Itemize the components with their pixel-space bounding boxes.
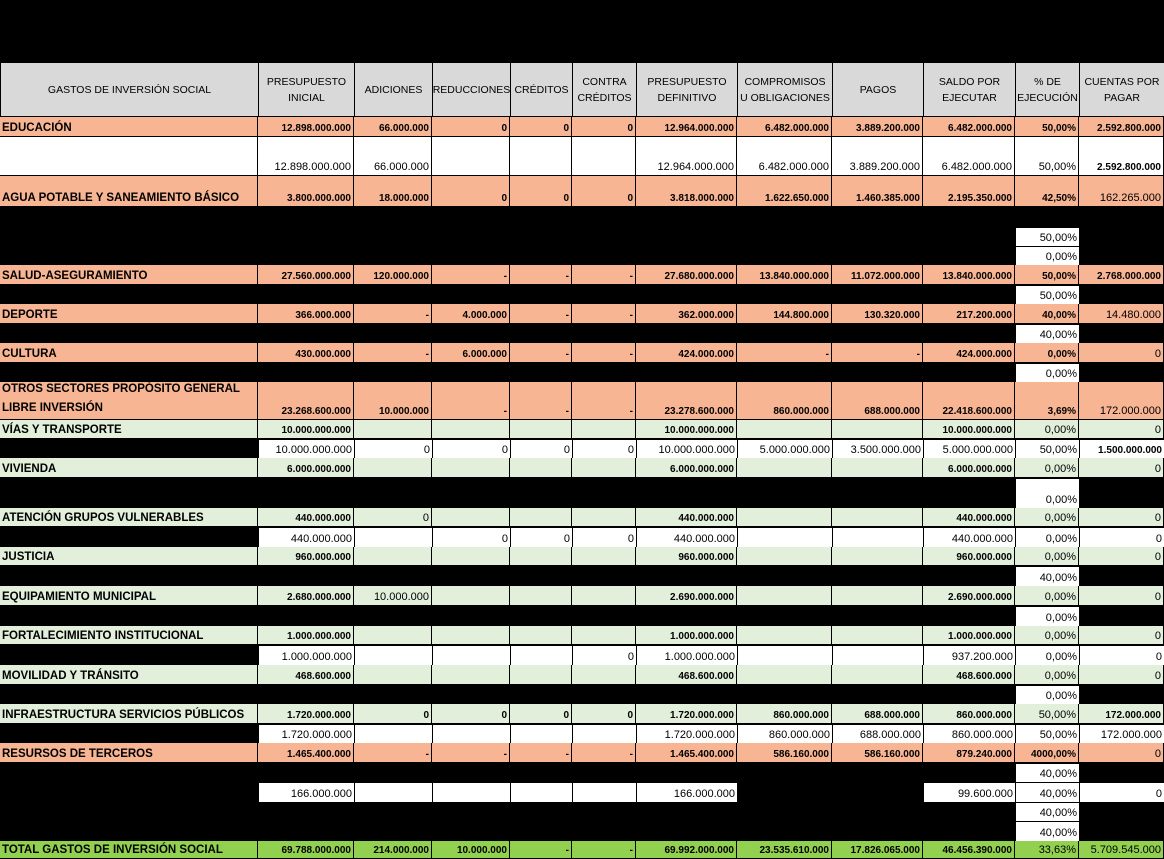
table-cell: 0 [432, 527, 511, 548]
table-cell [510, 724, 573, 744]
table-cell: 0 [510, 117, 572, 137]
table-cell: 366.000.000 [258, 304, 354, 324]
row-label: DEPORTE [0, 304, 258, 324]
table-cell: 2.680.000.000 [258, 586, 354, 606]
table-cell: 0,00% [1015, 586, 1079, 606]
table-cell: 960.000.000 [636, 547, 737, 566]
table-cell: 0 [1079, 586, 1164, 606]
table-cell: 1.000.000.000 [636, 645, 738, 666]
row-label: AGUA POTABLE Y SANEAMIENTO BÁSICO [0, 176, 258, 207]
header-initial-budget: PRESUPUESTO INICIAL [258, 62, 355, 117]
table-cell: 66.000.000 [354, 117, 432, 137]
table-cell [510, 508, 572, 527]
table-cell: 430.000.000 [258, 343, 354, 363]
table-cell [354, 626, 432, 645]
table-cell [832, 420, 923, 439]
table-cell: 40,00% [1015, 802, 1080, 822]
table-cell: - [510, 841, 572, 859]
table-cell: 69.992.000.000 [636, 841, 737, 859]
table-cell: - [510, 304, 572, 324]
table-cell [737, 527, 833, 548]
table-cell [354, 527, 433, 548]
table-cell [510, 626, 572, 645]
header-credits: CRÉDITOS [510, 62, 573, 117]
table-cell: 3,69% [1015, 382, 1079, 420]
table-cell [737, 420, 832, 439]
table-cell: 12.964.000.000 [636, 137, 737, 176]
table-cell: 6.000.000.000 [923, 458, 1015, 478]
table-cell: 440.000.000 [923, 527, 1016, 548]
table-cell: 0 [572, 117, 636, 137]
table-cell [510, 586, 572, 606]
table-cell [832, 458, 923, 478]
table-cell: 0 [510, 439, 573, 459]
table-cell: 362.000.000 [636, 304, 737, 324]
table-cell: 6.000.000.000 [636, 458, 737, 478]
table-cell [572, 665, 636, 685]
table-cell: 0,00% [1015, 645, 1080, 666]
table-cell [432, 724, 511, 744]
table-cell: - [354, 343, 432, 363]
table-cell [432, 782, 511, 803]
row-label: INFRAESTRUCTURA SERVICIOS PÚBLICOS [0, 704, 258, 724]
header-reductions: REDUCCIONES [432, 62, 511, 117]
table-cell: 0,00% [1015, 458, 1079, 478]
table-cell: 42,50% [1015, 176, 1079, 207]
table-cell: 0 [1079, 743, 1164, 763]
table-cell: 10.000.000 [354, 382, 432, 420]
table-cell: - [572, 265, 636, 285]
table-cell: 23.535.610.000 [737, 841, 832, 859]
table-cell: 688.000.000 [832, 704, 923, 724]
table-cell [737, 508, 832, 527]
table-cell [510, 665, 572, 685]
table-cell: 1.000.000.000 [258, 626, 354, 645]
table-cell: 6.000.000.000 [258, 458, 354, 478]
table-cell [572, 724, 637, 744]
table-cell: 0,00% [1015, 665, 1079, 685]
table-cell: 1.720.000.000 [258, 704, 354, 724]
table-cell: - [354, 304, 432, 324]
table-cell: 166.000.000 [636, 782, 738, 803]
table-cell [572, 782, 637, 803]
table-cell: 0 [432, 439, 511, 459]
table-cell: 217.200.000 [923, 304, 1015, 324]
table-cell [572, 458, 636, 478]
table-cell: 1.465.400.000 [636, 743, 737, 763]
table-cell [432, 626, 510, 645]
table-cell: 0 [354, 704, 432, 724]
table-cell [737, 645, 833, 666]
table-cell: - [510, 265, 572, 285]
table-cell: 40,00% [1015, 566, 1080, 587]
table-cell: 5.709.545.000 [1079, 841, 1164, 859]
table-cell: 1.000.000.000 [258, 645, 355, 666]
table-cell: 214.000.000 [354, 841, 432, 859]
table-cell: 0 [510, 527, 573, 548]
table-cell [737, 547, 832, 566]
table-cell: 2.592.800.000 [1079, 117, 1164, 137]
header-final-budget: PRESUPUESTO DEFINITIVO [636, 62, 738, 117]
table-cell: 0 [1079, 547, 1164, 566]
table-cell: 40,00% [1015, 324, 1080, 344]
table-cell [832, 626, 923, 645]
table-cell: 0 [572, 527, 637, 548]
table-cell: 0,00% [1015, 685, 1080, 705]
table-cell: 0 [432, 704, 510, 724]
table-cell: - [432, 382, 510, 420]
table-cell: 166.000.000 [258, 782, 355, 803]
table-cell: 440.000.000 [636, 508, 737, 527]
table-cell: 13.840.000.000 [737, 265, 832, 285]
table-cell: 2.592.800.000 [1079, 137, 1164, 176]
table-cell: 2.690.000.000 [923, 586, 1015, 606]
table-cell [354, 645, 433, 666]
table-cell: 586.160.000 [832, 743, 923, 763]
header-balance: SALDO POR EJECUTAR [923, 62, 1016, 117]
table-cell: 1.720.000.000 [636, 724, 738, 744]
table-cell: 50,00% [1015, 265, 1079, 285]
table-cell: 50,00% [1015, 137, 1079, 176]
table-cell: 172.000.000 [1079, 382, 1164, 420]
table-cell: 424.000.000 [923, 343, 1015, 363]
table-cell: 50,00% [1015, 439, 1080, 459]
table-cell: 22.418.600.000 [923, 382, 1015, 420]
row-label: ATENCIÓN GRUPOS VULNERABLES [0, 508, 258, 527]
table-cell: 960.000.000 [258, 547, 354, 566]
table-cell: - [510, 382, 572, 420]
row-label: MOVILIDAD Y TRÁNSITO [0, 665, 258, 685]
table-cell: 2.195.350.000 [923, 176, 1015, 207]
table-cell: 12.898.000.000 [258, 137, 354, 176]
table-cell: 50,00% [1015, 227, 1080, 247]
table-cell [432, 665, 510, 685]
table-cell: 50,00% [1015, 724, 1080, 744]
table-cell [432, 508, 510, 527]
table-cell: - [432, 743, 510, 763]
table-cell: 23.268.600.000 [258, 382, 354, 420]
table-cell: 0 [1079, 508, 1164, 527]
table-cell: 0,00% [1015, 527, 1080, 548]
table-cell: 17.826.065.000 [832, 841, 923, 859]
table-cell: 860.000.000 [737, 704, 832, 724]
table-cell: 440.000.000 [258, 527, 355, 548]
table-cell: 0,00% [1015, 626, 1079, 645]
table-cell [510, 137, 572, 176]
table-cell [432, 420, 510, 439]
table-cell: 12.898.000.000 [258, 117, 354, 137]
table-cell: 860.000.000 [737, 382, 832, 420]
table-cell: - [354, 743, 432, 763]
table-cell: 50,00% [1015, 117, 1079, 137]
table-cell: - [572, 343, 636, 363]
table-cell: 1.622.650.000 [737, 176, 832, 207]
table-cell: 0,00% [1015, 246, 1080, 266]
table-cell: 40,00% [1015, 821, 1080, 842]
row-label: CULTURA [0, 343, 258, 363]
table-cell: 468.600.000 [258, 665, 354, 685]
table-cell [354, 420, 432, 439]
table-cell: 10.000.000 [432, 841, 510, 859]
table-cell [572, 508, 636, 527]
table-cell [432, 458, 510, 478]
table-cell: 33,63% [1015, 841, 1079, 859]
table-cell: 0 [572, 176, 636, 207]
table-cell [354, 547, 432, 566]
table-cell: 12.964.000.000 [636, 117, 737, 137]
table-cell [737, 626, 832, 645]
table-cell: 1.500.000.000 [1079, 439, 1164, 459]
table-cell: 50,00% [1015, 285, 1080, 305]
table-cell: 3.500.000.000 [832, 439, 924, 459]
table-cell: 1.720.000.000 [636, 704, 737, 724]
table-cell [510, 782, 573, 803]
table-cell [354, 724, 433, 744]
table-cell [572, 586, 636, 606]
table-cell: 23.278.600.000 [636, 382, 737, 420]
table-cell: 40,00% [1015, 763, 1080, 783]
row-label: OTROS SECTORES PROPÓSITO GENERAL LIBRE INVERSIÓN [0, 382, 258, 420]
table-cell: 688.000.000 [832, 724, 924, 744]
table-cell: 0 [1079, 665, 1164, 685]
table-cell [510, 645, 573, 666]
table-cell: 879.240.000 [923, 743, 1015, 763]
table-cell: 27.560.000.000 [258, 265, 354, 285]
table-cell: 2.690.000.000 [636, 586, 737, 606]
table-cell [432, 137, 510, 176]
header-commitments: COMPROMISOS U OBLIGACIONES [737, 62, 833, 117]
table-cell: 144.800.000 [737, 304, 832, 324]
table-cell [354, 782, 433, 803]
row-label: EDUCACIÓN [0, 117, 258, 137]
table-cell [432, 547, 510, 566]
table-cell: 6.000.000 [432, 343, 510, 363]
table-cell: 3.889.200.000 [832, 117, 923, 137]
table-cell [572, 547, 636, 566]
table-cell: 0 [1079, 458, 1164, 478]
table-cell: 960.000.000 [923, 547, 1015, 566]
table-cell: 0 [1079, 343, 1164, 363]
table-cell: - [832, 343, 923, 363]
table-cell: 0 [432, 117, 510, 137]
table-cell: 172.000.000 [1079, 704, 1164, 724]
table-cell: 130.320.000 [832, 304, 923, 324]
table-cell: 0 [354, 439, 433, 459]
table-cell: 424.000.000 [636, 343, 737, 363]
table-cell: 66.000.000 [354, 137, 432, 176]
table-cell: 6.482.000.000 [737, 137, 832, 176]
table-cell: 937.200.000 [923, 645, 1016, 666]
header-accounts-payable: CUENTAS POR PAGAR [1079, 62, 1164, 117]
table-cell: - [737, 343, 832, 363]
table-cell: 0,00% [1015, 343, 1079, 363]
table-cell: 468.600.000 [923, 665, 1015, 685]
table-cell: 50,00% [1015, 704, 1079, 724]
table-cell [737, 458, 832, 478]
table-cell: 1.460.385.000 [832, 176, 923, 207]
table-cell [737, 586, 832, 606]
row-label: RESURSOS DE TERCEROS [0, 743, 258, 763]
table-cell: 3.889.200.000 [832, 137, 923, 176]
row-label: TOTAL GASTOS DE INVERSIÓN SOCIAL [0, 841, 258, 859]
table-cell: 10.000.000.000 [258, 439, 355, 459]
table-cell: 120.000.000 [354, 265, 432, 285]
table-cell [432, 586, 510, 606]
table-cell: 40,00% [1015, 782, 1080, 803]
row-label: JUSTICIA [0, 547, 258, 566]
table-cell: 4.000.000 [432, 304, 510, 324]
table-cell: 5.000.000.000 [923, 439, 1016, 459]
table-cell: - [510, 743, 572, 763]
header-execution-pct: % DE EJECUCIÓN [1015, 62, 1080, 117]
table-cell: 586.160.000 [737, 743, 832, 763]
table-cell [832, 586, 923, 606]
table-cell: 10.000.000.000 [923, 420, 1015, 439]
table-cell: 5.000.000.000 [737, 439, 833, 459]
table-cell: - [510, 343, 572, 363]
table-cell [737, 665, 832, 685]
row-label [0, 137, 258, 176]
table-cell [832, 547, 923, 566]
table-cell: 1.000.000.000 [636, 626, 737, 645]
table-cell [832, 508, 923, 527]
table-cell: 0 [510, 704, 572, 724]
table-cell: - [572, 841, 636, 859]
table-cell: 10.000.000.000 [636, 420, 737, 439]
header-concept: GASTOS DE INVERSIÓN SOCIAL [0, 62, 259, 117]
table-cell: 0 [510, 176, 572, 207]
table-cell: 1.000.000.000 [923, 626, 1015, 645]
table-cell: 3.818.000.000 [636, 176, 737, 207]
table-cell [510, 547, 572, 566]
table-cell: - [432, 265, 510, 285]
table-cell [832, 645, 924, 666]
table-cell: 6.482.000.000 [923, 117, 1015, 137]
row-label: EQUIPAMIENTO MUNICIPAL [0, 586, 258, 606]
table-cell: 6.482.000.000 [737, 117, 832, 137]
table-cell: 0,00% [1015, 508, 1079, 527]
table-cell: 162.265.000 [1079, 176, 1164, 207]
table-cell: 440.000.000 [923, 508, 1015, 527]
table-cell: 440.000.000 [636, 527, 738, 548]
table-cell: 18.000.000 [354, 176, 432, 207]
table-cell [832, 665, 923, 685]
header-counter-credits: CONTRA CRÉDITOS [572, 62, 637, 117]
table-cell: 69.788.000.000 [258, 841, 354, 859]
table-cell: 2.768.000.000 [1079, 265, 1164, 285]
table-cell [510, 420, 572, 439]
table-cell: 10.000.000.000 [258, 420, 354, 439]
table-cell [354, 458, 432, 478]
table-cell: 0 [1079, 420, 1164, 439]
table-cell [572, 420, 636, 439]
table-cell: - [572, 382, 636, 420]
row-label: VIVIENDA [0, 458, 258, 478]
table-cell: 1.465.400.000 [258, 743, 354, 763]
table-cell: 10.000.000 [354, 586, 432, 606]
table-cell: 0,00% [1015, 547, 1079, 566]
table-cell: 6.482.000.000 [923, 137, 1015, 176]
table-cell: 10.000.000.000 [636, 439, 738, 459]
table-cell: 688.000.000 [832, 382, 923, 420]
table-cell: 13.840.000.000 [923, 265, 1015, 285]
table-cell [572, 137, 636, 176]
table-cell: 4000,00% [1015, 743, 1079, 763]
table-cell [354, 665, 432, 685]
table-cell [832, 527, 924, 548]
table-cell: 0 [572, 704, 636, 724]
table-cell: 860.000.000 [923, 724, 1016, 744]
table-cell: 0 [1079, 645, 1164, 666]
table-cell: 0,00% [1015, 478, 1080, 509]
table-cell: 0 [1079, 782, 1164, 803]
table-cell: 0 [572, 645, 637, 666]
table-cell: 0,00% [1015, 606, 1080, 627]
table-cell: 440.000.000 [258, 508, 354, 527]
table-cell: 40,00% [1015, 304, 1079, 324]
table-cell: 172.000.000 [1079, 724, 1164, 744]
table-cell: 1.720.000.000 [258, 724, 355, 744]
table-cell: - [572, 304, 636, 324]
table-cell: 0 [572, 439, 637, 459]
table-cell: 0 [1079, 626, 1164, 645]
table-cell: 0 [1079, 527, 1164, 548]
header-additions: ADICIONES [354, 62, 433, 117]
table-cell: 0,00% [1015, 363, 1080, 383]
row-label: VÍAS Y TRANSPORTE [0, 420, 258, 439]
header-payments: PAGOS [832, 62, 924, 117]
table-cell: 468.600.000 [636, 665, 737, 685]
row-label: SALUD-ASEGURAMIENTO [0, 265, 258, 285]
table-cell: 99.600.000 [923, 782, 1016, 803]
table-cell [432, 645, 511, 666]
table-cell: 0 [432, 176, 510, 207]
table-cell: 860.000.000 [923, 704, 1015, 724]
table-cell: 0,00% [1015, 420, 1079, 439]
table-cell: 27.680.000.000 [636, 265, 737, 285]
table-cell: 46.456.390.000 [923, 841, 1015, 859]
table-cell: 860.000.000 [737, 724, 833, 744]
table-cell: - [572, 743, 636, 763]
row-label: FORTALECIMIENTO INSTITUCIONAL [0, 626, 258, 645]
table-cell [510, 458, 572, 478]
table-cell: 0 [354, 508, 432, 527]
table-cell: 3.800.000.000 [258, 176, 354, 207]
table-cell [572, 626, 636, 645]
table-cell: 14.480.000 [1079, 304, 1164, 324]
table-cell: 11.072.000.000 [832, 265, 923, 285]
